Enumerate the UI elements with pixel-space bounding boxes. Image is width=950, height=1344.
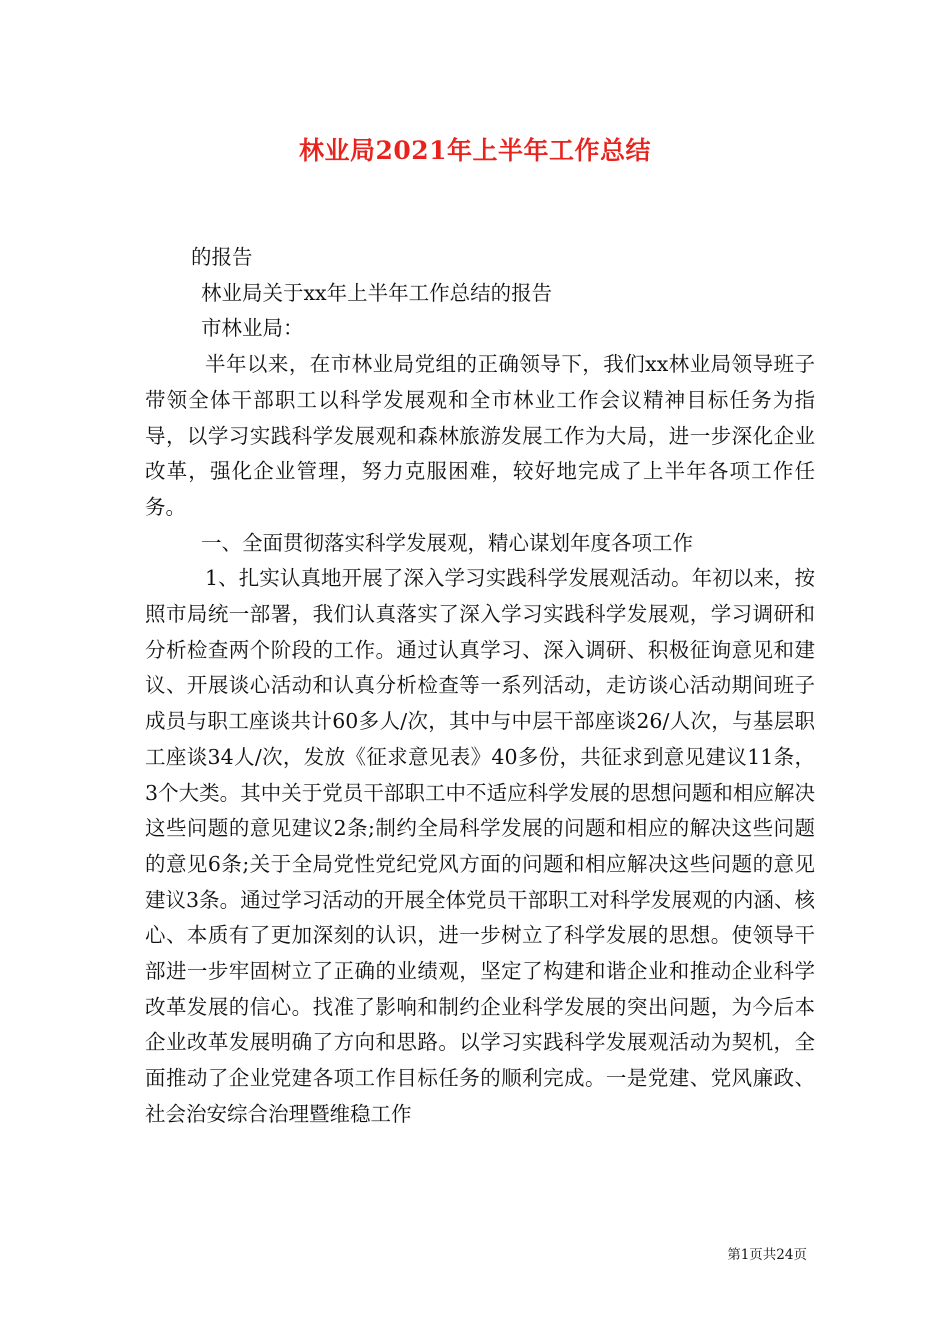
paragraph-report-title: 林业局关于xx年上半年工作总结的报告 — [201, 280, 553, 305]
paragraph-item-1: 1、扎实认真地开展了深入学习实践科学发展观活动。年初以来，按照市局统一部署，我们认真落实了深入学习实践科学发展观，学习调研和分析检查两个阶段的工作。通过认真学习、深入调研、积极征询意见和建议、开展谈心活动和认真分析检查等一系列活动，走访谈心活动期间班子成员与职工座谈共计60多人/次，其中与中层干部座谈26/人次，与基层职工座谈34人/次，发放《征求意见表》40多份，共征求到意见建议11条，3个大类。其中关于党员干部职工中不适应科学发展的思想问题和相应解决这些问题的意见建议2条;制约全局科学发展的问题和相应的解决这些问题的意见6条;关于全局党性党纪党风方面的问题和相应解决这些问题的意见建议3条。通过学习活动的开展全体党员干部职工对科学发展观的内涵、核心、本质有了更加深刻的认识，进一步树立了科学发展的思想。使领导干部进一步牢固树立了正确的业绩观，坚定了构建和谐企业和推动企业科学改革发展的信心。找准了影响和制约企业科学发展的突出问题，为今后本企业改革发展明确了方向和思路。以学习实践科学发展观活动为契机，全面推动了企业党建各项工作目标任务的顺利完成。一是党建、党风廉政、社会治安综合治理暨维稳工作 — [145, 566, 815, 1126]
section-heading-1: 一、全面贯彻落实科学发展观，精心谋划年度各项工作 — [201, 530, 693, 555]
page-number: 第1页共24页 — [727, 1247, 807, 1263]
paragraph-report-heading: 的报告 — [191, 245, 253, 269]
paragraph-intro: 半年以来，在市林业局党组的正确领导下，我们xx林业局领导班子带领全体干部职工以科学发展观和全市林业工作会议精神目标任务为指导，以学习实践科学发展观和森林旅游发展工作为大局，进一步深化企业改革，强化企业管理，努力克服困难，较好地完成了上半年各项工作任务。 — [145, 352, 815, 519]
document-title: 林业局2021年上半年工作总结 — [298, 136, 652, 165]
paragraph-addressee: 市林业局： — [201, 316, 304, 341]
document-body — [145, 240, 815, 1133]
